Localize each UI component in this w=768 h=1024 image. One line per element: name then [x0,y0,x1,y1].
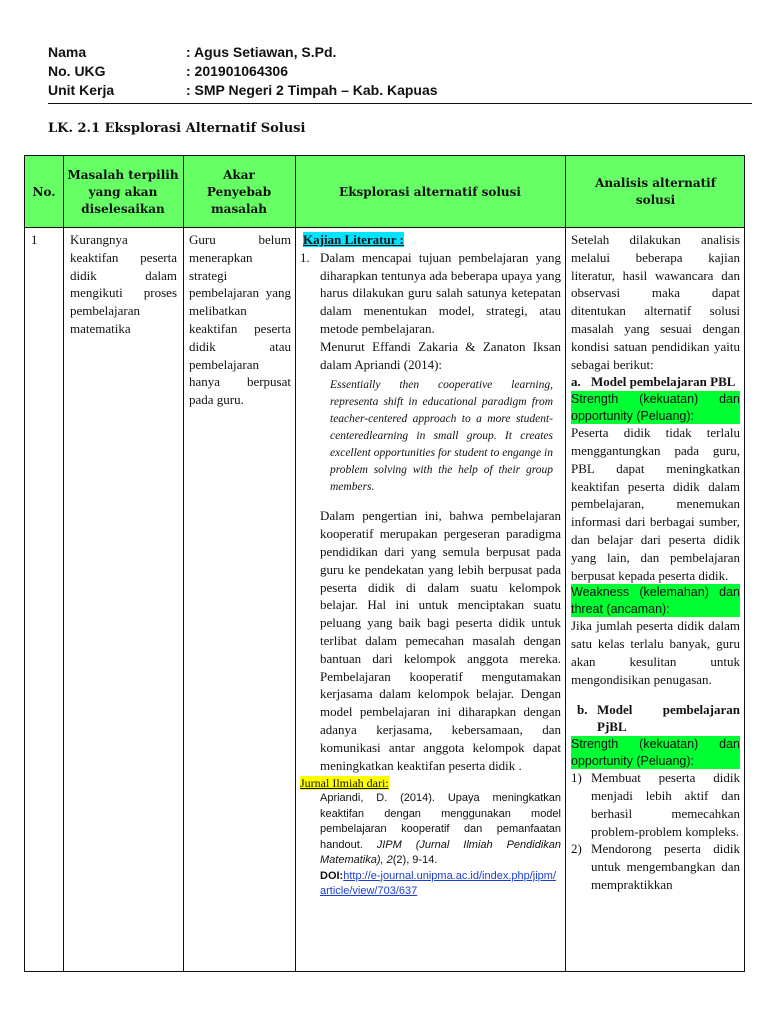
option-b-heading [571,701,740,737]
header-masalah: Masalah terpilih yang akan diselesaikan [67,167,179,216]
column-divider [63,156,64,971]
header-analisis: Analisis alternatif solusi [595,176,716,207]
identity-unit-row [48,81,438,99]
column-divider [565,156,566,971]
citation-authors: Apriandi, D. (2014). Upaya meningkatkan keaktifan dengan menggunakan model pembelajaran kooperatif dan pemanfaatan handout. [320,792,561,851]
akar-text: Guru belum menerapkan strategi pembelajaran yang melibatkan keaktifan peserta didik atau pembelajaran hanya berpusat pada guru. [189,232,291,408]
item-text: Mendorong peserta didik untuk mengembangkan dan mempraktikkan [591,841,740,892]
header-akar: Akar Penyebab masalah [206,167,272,216]
unit-label: Unit Kerja [48,82,115,98]
option-b-item [571,840,740,893]
doi-line [300,869,561,900]
nama-value: : Agus Setiawan, S.Pd. [186,44,337,60]
citation-issue: (2), 9-14. [392,854,438,867]
unit-value: : SMP Negeri 2 Timpah – Kab. Kapuas [186,82,438,98]
eksplorasi-item-1 [300,249,561,338]
item-text: Dalam mencapai tujuan pembelajaran yang diharapkan tentunya ada beberapa upaya yang harus dilakukan guru salah satunya ketepatan dalam menentukan model, strategi, atau metode pembelajaran. [320,249,561,336]
option-a-weakness-text: Jika jumlah peserta didik dalam satu kelas terlalu banyak, guru akan kesulitan untuk mengondisikan penugasan. [571,618,740,687]
doi-link[interactable]: http://e-journal.unipma.ac.id/index.php/jipm/article/view/703/637 [320,869,557,898]
weakness-label: Weakness (kelemahan) dan threat (ancaman): [571,585,740,616]
identity-nama-row [48,43,337,61]
option-a-title: Model pembelajaran PBL [591,374,736,390]
item-number: 2) [571,841,582,857]
item-text: Membuat peserta didik menjadi lebih aktif dan berhasil memecahkan problem-problem kompleks. [591,770,740,839]
eksplorasi-cell [300,231,561,900]
option-b-marker: b. [577,701,588,717]
section-title: LK. 2.1 Eksplorasi Alternatif Solusi [48,121,306,136]
jurnal-label: Jurnal Ilmiah dari: [300,776,389,791]
citation-journal: JIPM (Jurnal Ilmiah Pendidikan Matematika), 2 [320,838,561,867]
column-divider [183,156,184,971]
kajian-literatur-label: Kajian Literatur : [303,232,404,247]
option-a-marker: a. [571,374,581,390]
ukg-value: : 201901064306 [186,63,288,79]
analisis-intro: Setelah dilakukan analisis melalui beberapa kajian literatur, hasil wawancara dan observasi maka dapat ditentukan alternatif solusi masalah yang sesuai dengan kondisi satuan pendidikan yaitu sebagai berikut: [571,232,740,372]
header-eksplorasi: Eksplorasi alternatif solusi [339,184,521,199]
item-number: 1. [300,249,310,265]
option-b-title: Model pembelajaran PjBL [597,701,740,735]
nama-label: Nama [48,44,87,60]
quote-text: Essentially then cooperative learning, representa shift in educational paradigm from teacher-centered approach to a more student-centeredlearning in small group. It creates excellent opportunities for student to engange in problem solving with the help of their group members. [330,379,553,494]
option-a-heading [571,373,740,391]
solution-table [24,155,745,972]
strength-label: Strength (kekuatan) dan opportunity (Peluang): [571,392,740,423]
analisis-cell [571,231,740,894]
identity-ukg-row [48,62,288,80]
row-number: 1 [31,232,38,247]
doi-label: DOI: [320,869,344,882]
column-divider [295,156,296,971]
citation-text [300,791,561,869]
option-b-strength-label: Strength (kekuatan) dan opportunity (Peluang): [571,737,740,768]
ukg-label: No. UKG [48,63,106,79]
menurut-text: Menurut Effandi Zakaria & Zanaton Iksan dalam Apriandi (2014): [320,338,561,372]
option-a-strength-text: Peserta didik tidak terlalu menggantungkan pada guru, PBL dapat meningkatkan keaktifan peserta didik dalam pembelajaran, menemukan informasi dari berbagai sumber, dan belajar dari peserta didik yang lain, dan pembelajaran berpusat kepada peserta didik. [571,425,740,583]
header-no: No. [32,184,56,199]
masalah-text: Kurangnya keaktifan peserta didik dalam mengikuti proses pembelajaran matematika [70,232,177,336]
option-b-item [571,769,740,840]
paragraph-text: Dalam pengertian ini, bahwa pembelajaran kooperatif merupakan pergeseran paradigma pendidikan dari yang semula berpusat pada guru ke pendekatan yang lebih berpusat pada peserta didik di dalam suatu kelompok belajar. Hal ini untuk menciptakan suatu peluang yang baik bagi peserta didik untuk terlibat dalam pemecahan masalah dengan bantuan dari kelompok anggota mereka. Pembelajaran kooperatif mengutamakan kerjasama dalam kelompok belajar. Dengan model pembelajaran ini diharapkan dengan adanya kerjasama, kebersamaan, dan komunikasi antar anggota kelompok dapat meningkatkan keaktifan peserta didik . [320,508,561,773]
item-number: 1) [571,770,582,786]
divider-line [48,103,752,104]
